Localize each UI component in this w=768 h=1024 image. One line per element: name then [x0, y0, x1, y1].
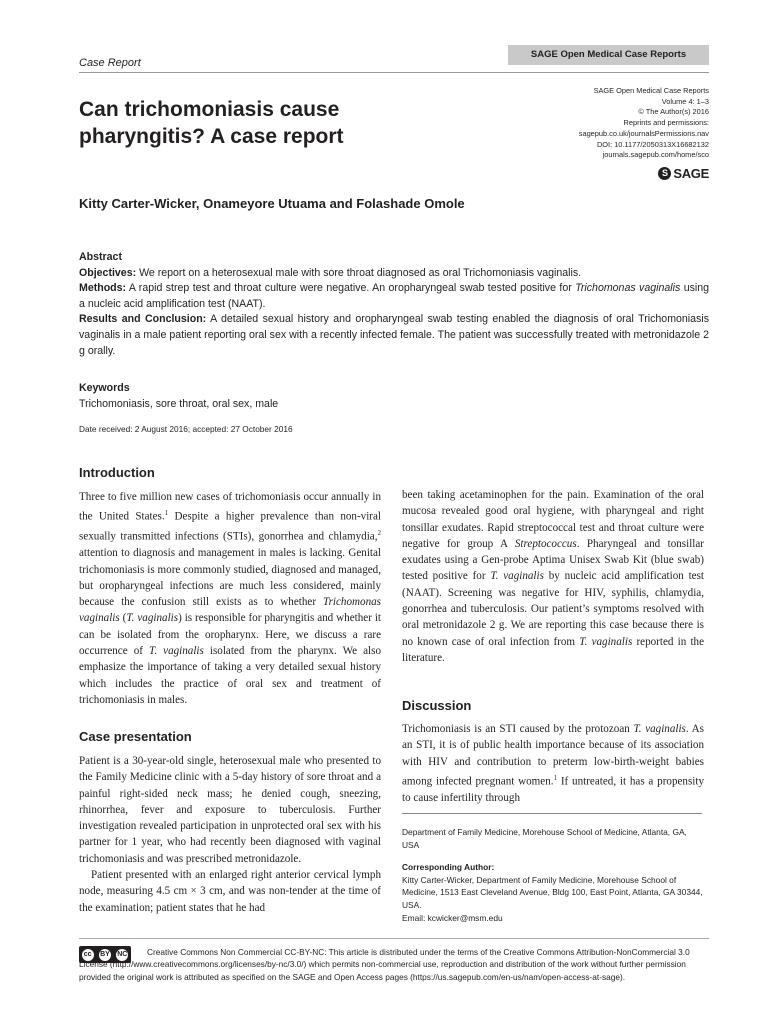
corresponding-heading: Corresponding Author: — [402, 862, 495, 873]
abstract — [79, 250, 709, 359]
sage-s-icon: S — [658, 167, 671, 180]
introduction-paragraph: Three to five million new cases of trichomoniasis occur annually in the United States.$^1$ Despite a higher prevalence than non-viral sexually transmitted infections (STIs), gonorrhea and chlamydia,$^2$ attention to diagnosis and management in males is lacking. Genital trichomoniasis is more commonly studied, diagnosed and managed, but oropharyngeal infections are much less considered, mainly because the confusion still exists as to whether Trichomonas vaginalis (T. vaginalis) is responsible for pharyngitis and whether it can be isolated from the oropharynx. Here, we discuss a rare occurrence of T. vaginalis isolated from the pharynx. We also emphasize the importance of taking a very detailed sexual history which includes the practice of oral sex and treatment of trichomoniasis in males. — [79, 491, 381, 706]
corresponding-address: Kitty Carter-Wicker, Department of Family Medicine, Morehouse School of Medicine, 1513 East Cleveland Avenue, Bldg 100, East Point, Atlanta, GA 30344, USA. — [402, 874, 703, 910]
case-continued-body — [402, 487, 704, 666]
case-paragraph-2: Patient presented with an enlarged right anterior cervical lymph node, measuring 4.5 cm × 3 cm, and was non-tender at the time of the examination; patient states that he had — [79, 869, 381, 914]
author-list: Kitty Carter-Wicker, Onameyore Utuama and Folashade Omole — [79, 196, 465, 211]
citation-ref[interactable]: 2 — [377, 529, 381, 538]
discussion-paragraph: Trichomoniasis is an STI caused by the protozoan T. vaginalis. As an STI, it is of public health importance because of its association with HIV and contribution to preterm low-birth-weight babies among infected pregnant women.$^1$ If untreated, it has a propensity to cause infertility through — [402, 723, 705, 804]
discussion-body — [402, 721, 704, 806]
by-icon: BY — [99, 949, 111, 961]
citation-ref[interactable]: 1 — [553, 773, 558, 782]
meta-copyright: © The Author(s) 2016 — [638, 107, 709, 117]
abstract-results: Results and Conclusion: A detailed sexual history and oropharyngeal swab testing enabled the diagnosis of oral Trichomoniasis vaginalis in a male patient reporting oral sex with a recently infected female. The patient was successfully treated with metronidazole 2 g orally. — [79, 313, 709, 357]
article-title: Can trichomoniasis cause pharyngitis? A case report — [79, 98, 344, 148]
sage-logo — [658, 166, 709, 181]
case-paragraph-1: Patient is a 30-year-old single, heterosexual male who presented to the Family Medicine clinic with a 5-day history of sore throat and a painful right-sided neck mass; he denied cough, sneezing, rhinorrhea, fever and exposure to tuberculosis. Further investigation revealed participation in unprotected oral sex with his partner for 1 year, who had recently been diagnosed with vaginal trichomoniasis and was prescribed metronidazole. — [79, 755, 381, 865]
meta-reprints-link[interactable]: sagepub.co.uk/journalsPermissions.nav — [578, 128, 709, 138]
license-text: Creative Commons Non Commercial CC-BY-NC: This article is distributed under the terms of the Creative Commons Attribution-NonCommercial 3.0 License (http://www.creativecommons.org/licenses/by-nc/3.0/) which permits non-commercial use, reproduction and distribution of the work without further permission provided the original work is attributed as specified on the SAGE and Open Access pages (https://us.sagepub.com/en-us/nam/open-access-at-sage). — [79, 947, 690, 982]
header-rule — [79, 72, 709, 73]
section-label: Case Report — [79, 57, 141, 69]
article-meta — [489, 86, 709, 161]
keywords-list: Trichomoniasis, sore throat, oral sex, male — [79, 398, 279, 410]
case-presentation-body — [79, 753, 381, 916]
meta-volume: Volume 4: 1–3 — [661, 96, 709, 106]
journal-badge: SAGE Open Medical Case Reports — [508, 45, 709, 65]
affiliation-department: Department of Family Medicine, Morehouse School of Medicine, Atlanta, GA, USA — [402, 827, 687, 850]
keywords-heading: Keywords — [79, 382, 130, 394]
license-footer — [79, 946, 709, 983]
abstract-objectives: Objectives: We report on a heterosexual male with sore throat diagnosed as oral Trichomoniasis vaginalis. — [79, 266, 582, 279]
corresponding-email[interactable]: Email: kcwicker@msm.edu — [402, 912, 503, 923]
meta-journal: SAGE Open Medical Case Reports — [593, 86, 709, 95]
abstract-methods: Methods: A rapid strep test and throat culture were negative. An oropharyngeal swab tested positive for Trichomonas vaginalis using a nucleic acid amplification test (NAAT). — [79, 282, 710, 310]
case-presentation-heading: Case presentation — [79, 729, 192, 744]
sage-logo-text: SAGE — [673, 166, 709, 181]
abstract-heading: Abstract — [79, 251, 122, 263]
introduction-heading: Introduction — [79, 465, 155, 480]
affiliation-rule — [402, 813, 702, 814]
date-received: Date received: 2 August 2016; accepted: 27 October 2016 — [79, 424, 293, 434]
meta-reprints: Reprints and permissions: — [623, 118, 709, 128]
nc-icon: NC — [116, 949, 128, 961]
keywords — [79, 380, 709, 412]
meta-doi[interactable]: DOI: 10.1177/2050313X16682132 — [596, 139, 709, 149]
introduction-body — [79, 489, 381, 708]
citation-ref[interactable]: 1 — [164, 509, 169, 518]
cc-icon: cc — [82, 949, 94, 961]
case-continued-paragraph: been taking acetaminophen for the pain. Examination of the oral mucosa revealed good oral hygiene, with pharyngeal and right tonsillar exudates. Rapid streptococcal test and throat culture were negative for group A Streptococcus. Pharyngeal and tonsillar exudates using a Gen-probe Aptima Unisex Swab Kit (blue swab) tested positive for T. vaginalis by nucleic acid amplification test (NAAT). Screening was negative for HIV, syphilis, chlamydia, gonorrhea and tuberculosis. Our patient’s symptoms resolved with oral metronidazole 2 g. We are reporting this case because there is no known case of oral infection from T. vaginalis reported in the literature. — [402, 489, 705, 664]
footer-rule — [79, 938, 709, 939]
discussion-heading: Discussion — [402, 698, 472, 713]
affiliation-block — [402, 826, 706, 924]
meta-home-link[interactable]: journals.sagepub.com/home/sco — [602, 150, 709, 160]
